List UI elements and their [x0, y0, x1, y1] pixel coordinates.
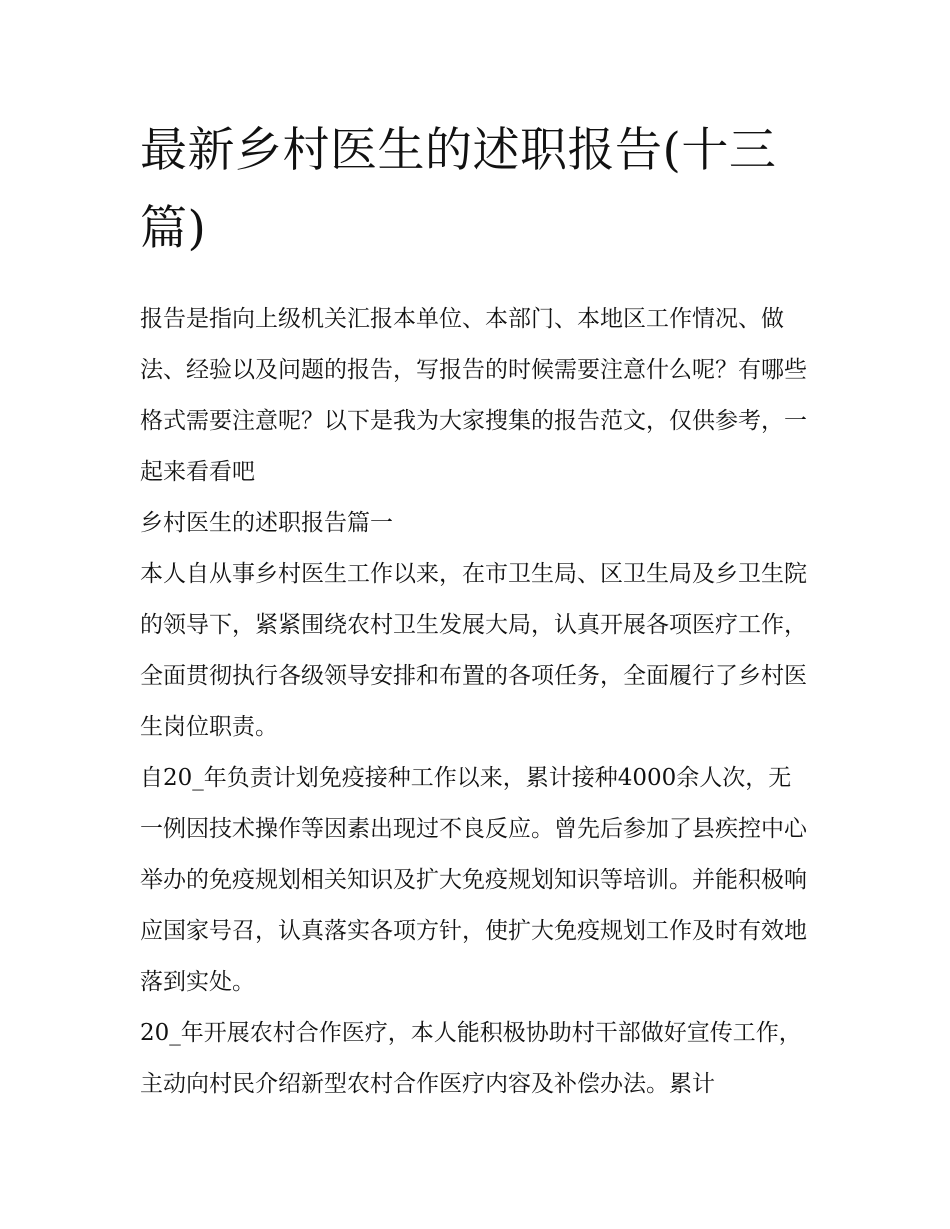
body-paragraph: 自20_年负责计划免疫接种工作以来，累计接种4000余人次，无一例因技术操作等因素出现过不良反应。曾先后参加了县疾控中心举办的免疫规划相关知识及扩大免疫规划知识等培训。并能积极响应国家号召，认真落实各项方针，使扩大免疫规划工作及时有效地落到实处。	[140, 765, 807, 995]
document-page	[140, 112, 812, 1110]
document-title: 最新乡村医生的述职报告(十三篇)	[140, 123, 777, 256]
body-paragraph: 本人自从事乡村医生工作以来，在市卫生局、区卫生局及乡卫生院的领导下，紧紧围绕农村卫生发展大局，认真开展各项医疗工作，全面贯彻执行各级领导安排和布置的各项任务，全面履行了乡村医生岗位职责。	[140, 561, 807, 740]
intro-paragraph: 报告是指向上级机关汇报本单位、本部门、本地区工作情况、做法、经验以及问题的报告，写报告的时候需要注意什么呢？有哪些格式需要注意呢？以下是我为大家搜集的报告范文，仅供参考，一起来看看吧	[140, 306, 807, 485]
section-heading: 乡村医生的述职报告篇一	[140, 510, 393, 536]
document-body	[140, 294, 812, 1110]
body-paragraph: 20_年开展农村合作医疗，本人能积极协助村干部做好宣传工作，主动向村民介绍新型农村合作医疗内容及补偿办法。累计	[140, 1020, 802, 1097]
